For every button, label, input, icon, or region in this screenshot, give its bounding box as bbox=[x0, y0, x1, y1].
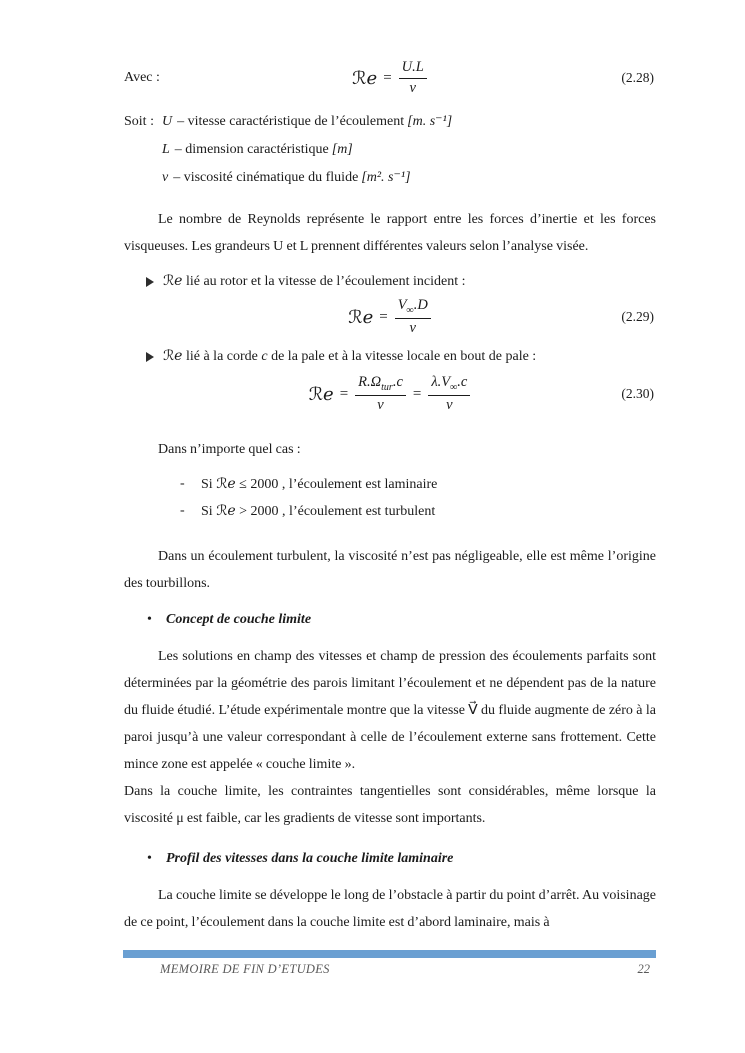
footer-accent-bar bbox=[123, 950, 656, 958]
reynolds-symbol: ℛe bbox=[163, 273, 183, 289]
soit-label: Soit : bbox=[124, 114, 154, 129]
list-item-laminaire bbox=[124, 471, 656, 498]
list-item-re-corde bbox=[124, 345, 656, 368]
equals-sign: = bbox=[339, 385, 349, 402]
arrow-bullet-icon bbox=[146, 352, 154, 362]
reynolds-symbol: ℛe bbox=[348, 306, 374, 328]
equation-2-29 bbox=[124, 293, 656, 341]
dot-bullet-icon: • bbox=[147, 612, 152, 627]
list-item-text: Si ℛe > 2000 , l’écoulement est turbulent bbox=[201, 503, 436, 519]
arrow-bullet-icon bbox=[146, 277, 154, 287]
reynolds-symbol: ℛe bbox=[352, 67, 378, 89]
definition-text: – vitesse caractéristique de l’écoulement bbox=[177, 114, 405, 129]
equation-number: (2.29) bbox=[621, 309, 654, 324]
definition-row bbox=[162, 136, 656, 164]
equals-sign: = bbox=[379, 308, 388, 325]
definition-text: – viscosité cinématique du fluide bbox=[173, 170, 359, 185]
dot-bullet-icon: • bbox=[147, 851, 152, 866]
heading-text: Profil des vitesses dans la couche limite laminaire bbox=[166, 851, 454, 866]
turbulent-paragraph: Dans un écoulement turbulent, la viscosité n’est pas négligeable, elle est même l’origine des tourbillons. bbox=[124, 549, 656, 591]
denominator: v bbox=[446, 396, 453, 413]
dash-bullet: - bbox=[180, 476, 185, 491]
subscript: ∞ bbox=[406, 304, 414, 316]
footer-title: MEMOIRE DE FIN D’ETUDES bbox=[160, 962, 330, 976]
equals-sign: = bbox=[383, 69, 392, 86]
equation-number: (2.30) bbox=[621, 386, 654, 401]
definition-row bbox=[162, 164, 656, 192]
variable-symbol: U bbox=[162, 114, 173, 129]
page-content bbox=[124, 0, 656, 936]
unit-text: [m². s⁻¹] bbox=[361, 170, 411, 185]
variable-symbol: L bbox=[162, 142, 170, 157]
reynolds-symbol: ℛe bbox=[216, 503, 236, 519]
list-item-text: ℛe lié à la corde c de la pale et à la vitesse locale en bout de pale : bbox=[163, 348, 537, 364]
heading-text: Concept de couche limite bbox=[166, 612, 312, 627]
page-footer bbox=[123, 962, 656, 977]
variable-symbol: v bbox=[162, 170, 169, 185]
numerator: $V_\infty.D$ bbox=[395, 297, 431, 319]
reynolds-symbol: ℛe bbox=[216, 476, 236, 492]
list-item-re-rotor bbox=[124, 270, 656, 293]
heading-profil-vitesses bbox=[124, 848, 656, 870]
reynolds-symbol: ℛe bbox=[308, 383, 334, 405]
unit-text: [m] bbox=[331, 142, 353, 157]
variable-symbol: c bbox=[261, 349, 268, 364]
equation-2-30-body bbox=[309, 374, 472, 414]
numerator: $R.\Omega_{tur}.c$ bbox=[355, 374, 406, 396]
equals-sign: = bbox=[412, 385, 422, 402]
dash-bullet: - bbox=[180, 503, 185, 518]
cas-intro: Dans n’importe quel cas : bbox=[158, 442, 301, 457]
equation-2-30 bbox=[124, 370, 656, 418]
dash-list bbox=[124, 471, 656, 525]
fraction bbox=[399, 59, 427, 97]
list-item-turbulent bbox=[124, 498, 656, 525]
unit-text: [m. s⁻¹] bbox=[407, 114, 453, 129]
list-item-text: Si ℛe ≤ 2000 , l’écoulement est laminaire bbox=[201, 476, 438, 492]
subscript: tur bbox=[381, 381, 393, 393]
contraintes-paragraph: Dans la couche limite, les contraintes tangentielles sont considérables, même lorsque la viscosité μ est faible, car les gradients de vitesse sont importants. bbox=[124, 784, 656, 826]
equation-number: (2.28) bbox=[621, 70, 654, 85]
heading-concept-couche-limite bbox=[124, 609, 656, 631]
denominator: v bbox=[409, 79, 416, 96]
denominator: v bbox=[377, 396, 384, 413]
definition-text: – dimension caractéristique bbox=[174, 142, 329, 157]
reynolds-symbol: ℛe bbox=[163, 348, 183, 364]
definitions-block bbox=[124, 108, 656, 192]
page-number: 22 bbox=[637, 962, 650, 976]
fraction bbox=[428, 374, 470, 414]
equation-2-28 bbox=[124, 54, 656, 102]
numerator: U.L bbox=[399, 59, 427, 78]
list-item-text: ℛe lié au rotor et la vitesse de l’écoulement incident : bbox=[163, 273, 466, 289]
equation-2-28-body bbox=[352, 59, 428, 97]
numerator: $\lambda.V_\infty.c$ bbox=[428, 374, 470, 396]
couche-limite-paragraph: Les solutions en champ des vitesses et champ de pression des écoulements parfaits sont déterminées par la géométrie des parois limitant l’écoulement et ne dépendent pas de la nature du fluide étudié. L’étude expérimentale montre que la vitesse V⃗ du fluide augmente de zéro à la paroi jusqu’à une valeur correspondant à celle de l’écoulement externe sans frottement. Cette mince zone est appelée « couche limite ». bbox=[124, 649, 656, 772]
fraction bbox=[355, 374, 406, 414]
definition-row bbox=[162, 108, 656, 136]
subscript: ∞ bbox=[450, 381, 458, 393]
denominator: v bbox=[409, 319, 416, 336]
fraction bbox=[395, 297, 431, 337]
avec-label: Avec : bbox=[124, 70, 160, 85]
profil-paragraph: La couche limite se développe le long de l’obstacle à partir du point d’arrêt. Au voisinage de ce point, l’écoulement dans la couche limite est d’abord laminaire, mais à bbox=[124, 888, 656, 930]
equation-2-29-body bbox=[348, 297, 432, 337]
reynolds-paragraph: Le nombre de Reynolds représente le rapport entre les forces d’inertie et les forces visqueuses. Les grandeurs U et L prennent différentes valeurs selon l’analyse visée. bbox=[124, 212, 656, 254]
